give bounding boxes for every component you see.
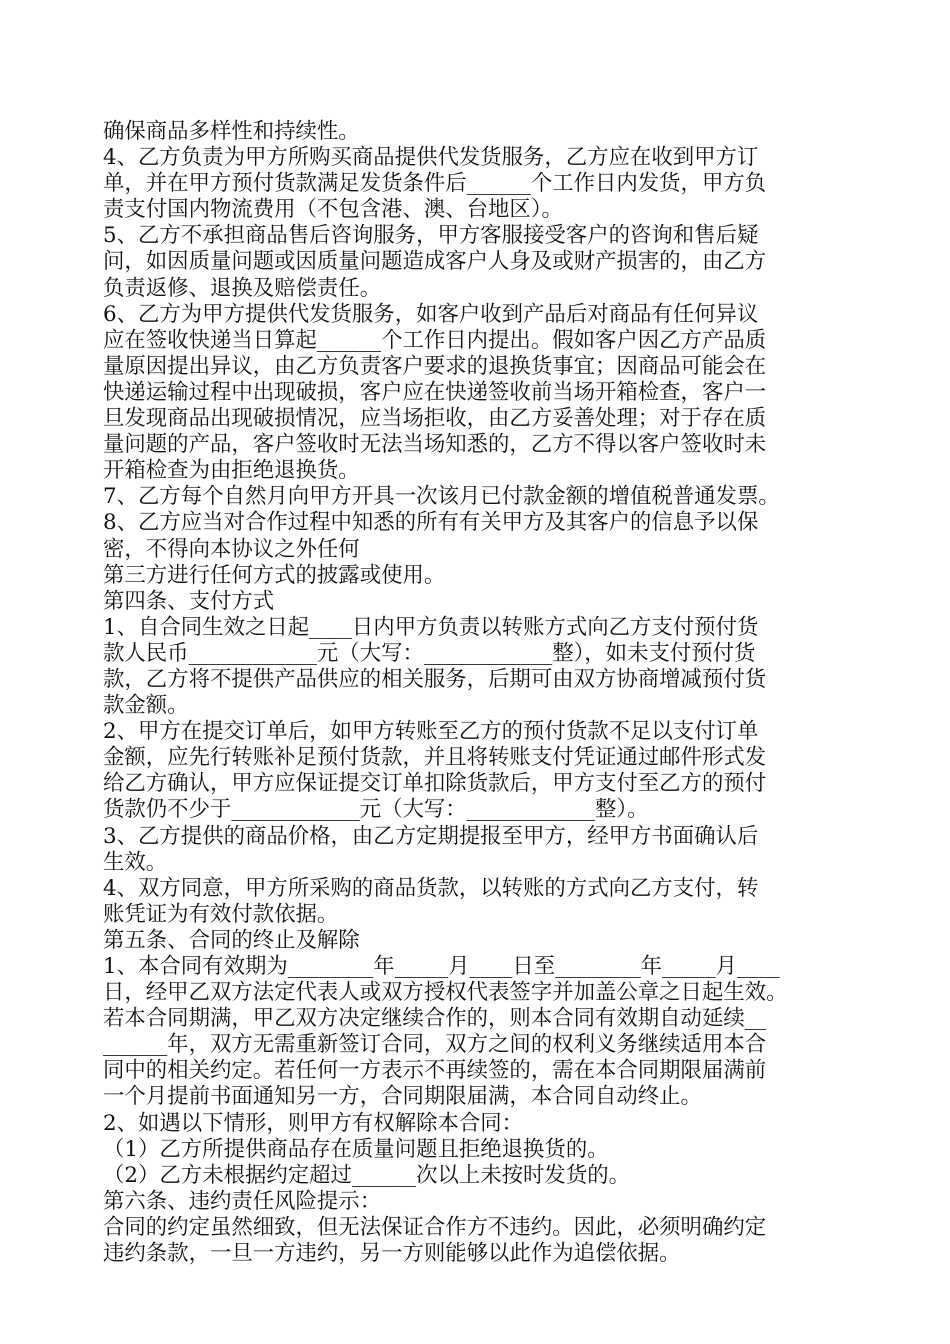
text-line: 量原因提出异议，由乙方负责客户要求的退换货事宜；因商品可能会在 <box>103 353 767 379</box>
text-line: 第三方进行任何方式的披露或使用。 <box>103 562 446 588</box>
text-line: 负责返修、退换及赔偿责任。 <box>103 275 382 301</box>
text-line: 2、如遇以下情形，则甲方有权解除本合同： <box>103 1110 524 1136</box>
text-line: 开箱检查为由拒绝退换货。 <box>103 458 360 484</box>
text-line: 1、本合同有效期为________年_____月____日至________年_____月____ <box>103 954 780 979</box>
text-line: 责支付国内物流费用（不包含港、澳、台地区）。 <box>103 197 563 223</box>
text-line: 7、乙方每个自然月向甲方开具一次该月已付款金额的增值税普通发票。 <box>103 484 780 510</box>
text-line: 密，不得向本协议之外任何 <box>103 536 360 562</box>
text-line: 单，并在甲方预付货款满足发货条件后______个工作日内发货，甲方负 <box>103 171 767 197</box>
text-line: 账凭证为有效付款依据。 <box>103 901 339 927</box>
text-line: 1、自合同生效之日起____日内甲方负责以转账方式向乙方支付预付货 <box>103 614 759 640</box>
text-line: 若本合同期满，甲乙双方决定继续合作的，则本合同有效期自动延续__ <box>103 1006 767 1032</box>
text-line: 应在签收快递当日算起______个工作日内提出。假如客户因乙方产品质 <box>103 327 767 353</box>
text-line: 货款仍不少于____________元（大写：____________整）。 <box>103 797 649 823</box>
text-line: 第五条、合同的终止及解除 <box>103 927 360 953</box>
text-line: 一个月提前书面通知另一方，合同期限届满，本合同自动终止。 <box>103 1084 702 1110</box>
text-line: 6、乙方为甲方提供代发货服务，如客户收到产品后对商品有任何异议 <box>103 301 759 327</box>
text-line: ______年，双方无需重新签订合同，双方之间的权利义务继续适用本合 <box>103 1032 767 1058</box>
text-line: 5、乙方不承担商品售后咨询服务，甲方客服接受客户的咨询和售后疑 <box>103 223 759 249</box>
document-body <box>103 119 855 1267</box>
text-line: 4、双方同意，甲方所采购的商品货款，以转账的方式向乙方支付，转 <box>103 875 759 901</box>
text-line: （2）乙方未根据约定超过______次以上未按时发货的。 <box>103 1162 630 1188</box>
text-line: 第六条、违约责任风险提示： <box>103 1188 382 1214</box>
text-line: 给乙方确认，甲方应保证提交订单扣除货款后，甲方支付至乙方的预付 <box>103 771 767 797</box>
text-line: 款人民币____________元（大写：____________整），如未支付预付货 <box>103 640 756 666</box>
text-line: （1）乙方所提供商品存在质量问题且拒绝退换货的。 <box>103 1136 609 1162</box>
text-line: 4、乙方负责为甲方所购买商品提供代发货服务，乙方应在收到甲方订 <box>103 145 759 171</box>
text-line: 8、乙方应当对合作过程中知悉的所有有关甲方及其客户的信息予以保 <box>103 510 759 536</box>
text-line: 确保商品多样性和持续性。 <box>103 119 360 144</box>
text-line: 金额，应先行转账补足预付货款，并且将转账支付凭证通过邮件形式发 <box>103 745 767 771</box>
text-line: 款，乙方将不提供产品供应的相关服务，后期可由双方协商增减预付货 <box>103 666 767 692</box>
text-line: 违约条款，一旦一方违约，另一方则能够以此作为追偿依据。 <box>103 1241 681 1267</box>
text-line: 款金额。 <box>103 693 189 719</box>
text-line: 问，如因质量问题或因质量问题造成客户人身及或财产损害的，由乙方 <box>103 249 767 275</box>
text-line: 量问题的产品，客户签收时无法当场知悉的，乙方不得以客户签收时未 <box>103 432 767 458</box>
text-line: 生效。 <box>103 849 168 875</box>
text-line: 3、乙方提供的商品价格，由乙方定期提报至甲方，经甲方书面确认后 <box>103 823 759 849</box>
text-line: 第四条、支付方式 <box>103 588 275 614</box>
text-line: 旦发现商品出现破损情况，应当场拒收，由乙方妥善处理；对于存在质 <box>103 406 767 432</box>
text-line: 合同的约定虽然细致，但无法保证合作方不违约。因此，必须明确约定 <box>103 1214 767 1240</box>
text-line: 日，经甲乙双方法定代表人或双方授权代表签字并加盖公章之日起生效。 <box>103 980 788 1006</box>
text-line: 同中的相关约定。若任何一方表示不再续签的，需在本合同期限届满前 <box>103 1058 767 1084</box>
text-line: 2、甲方在提交订单后，如甲方转账至乙方的预付货款不足以支付订单 <box>103 719 759 745</box>
text-line: 快递运输过程中出现破损，客户应在快递签收前当场开箱检查，客户一 <box>103 379 767 405</box>
